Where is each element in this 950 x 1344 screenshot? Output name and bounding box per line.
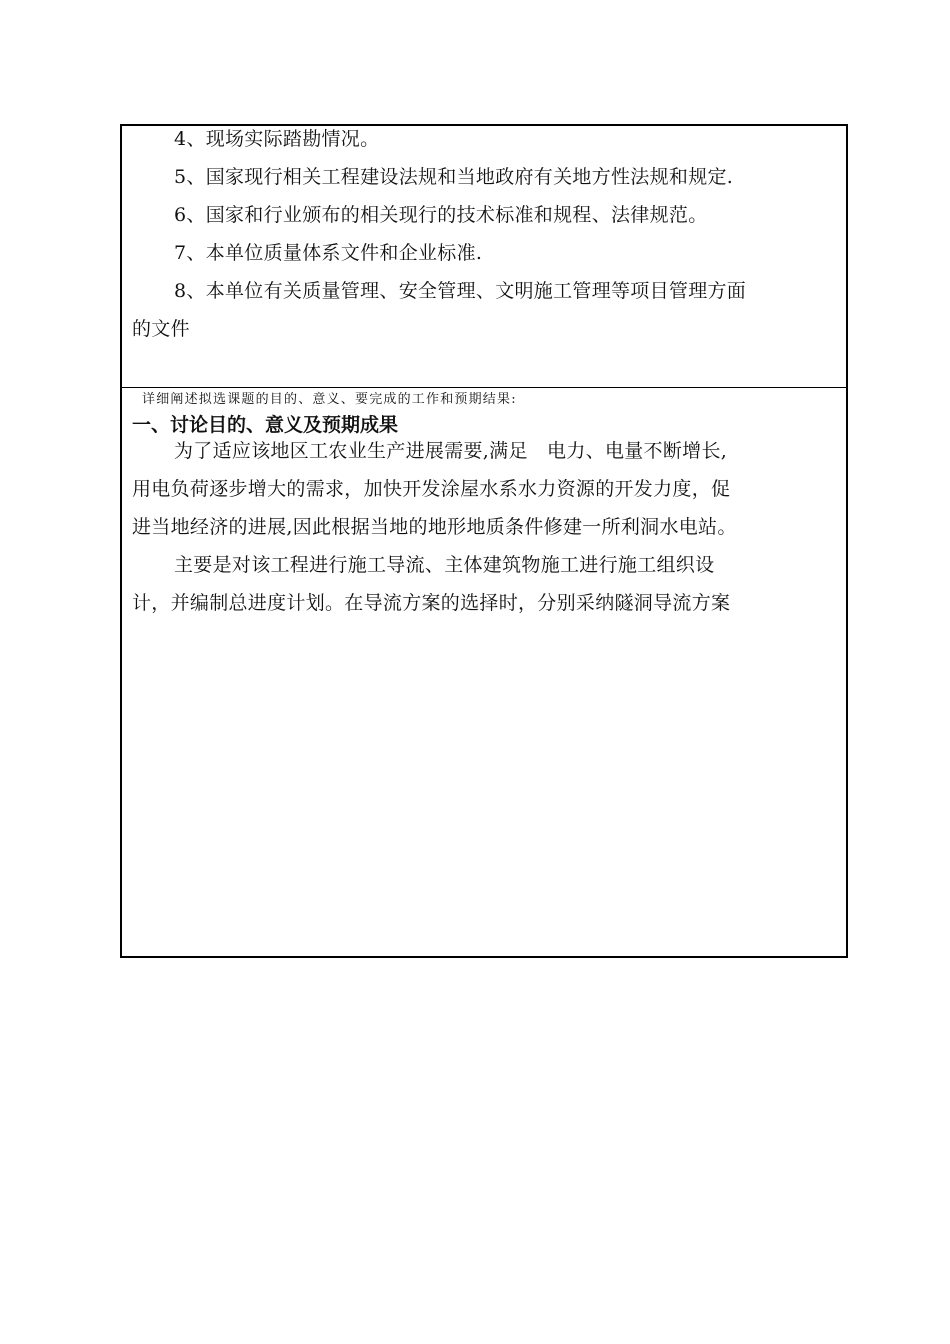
purpose-cell <box>122 388 846 956</box>
basis-item-7: 7、本单位质量体系文件和企业标准. <box>174 242 483 264</box>
basis-item-6: 6、国家和行业颁布的相关现行的技术标准和规程、法律规范。 <box>174 204 708 226</box>
basis-cell <box>122 126 846 388</box>
paragraph-2-line-2: 计，并编制总进度计划。在导流方案的选择时，分别采纳隧洞导流方案 <box>132 592 731 614</box>
section-heading: 一、讨论目的、意义及预期成果 <box>132 414 399 436</box>
proposal-table <box>120 124 848 958</box>
paragraph-1-line-1: 为了适应该地区工农业生产进展需要,满足 电力、电量不断增长, <box>174 440 728 462</box>
basis-item-8-continuation: 的文件 <box>132 318 190 340</box>
basis-item-5: 5、国家现行相关工程建设法规和当地政府有关地方性法规和规定. <box>174 166 734 188</box>
paragraph-2-line-1: 主要是对该工程进行施工导流、主体建筑物施工进行施工组织设 <box>174 554 715 576</box>
cell-prompt: 详细阐述拟选课题的目的、意义、要完成的工作和预期结果: <box>142 392 517 407</box>
paragraph-1-line-2: 用电负荷逐步增大的需求，加快开发涂屋水系水力资源的开发力度，促 <box>132 478 731 500</box>
paragraph-1-line-3: 进当地经济的进展,因此根据当地的地形地质条件修建一所利洞水电站。 <box>132 516 737 538</box>
basis-item-4: 4、现场实际踏勘情况。 <box>174 128 380 150</box>
basis-item-8: 8、本单位有关质量管理、安全管理、文明施工管理等项目管理方面 <box>174 280 747 302</box>
